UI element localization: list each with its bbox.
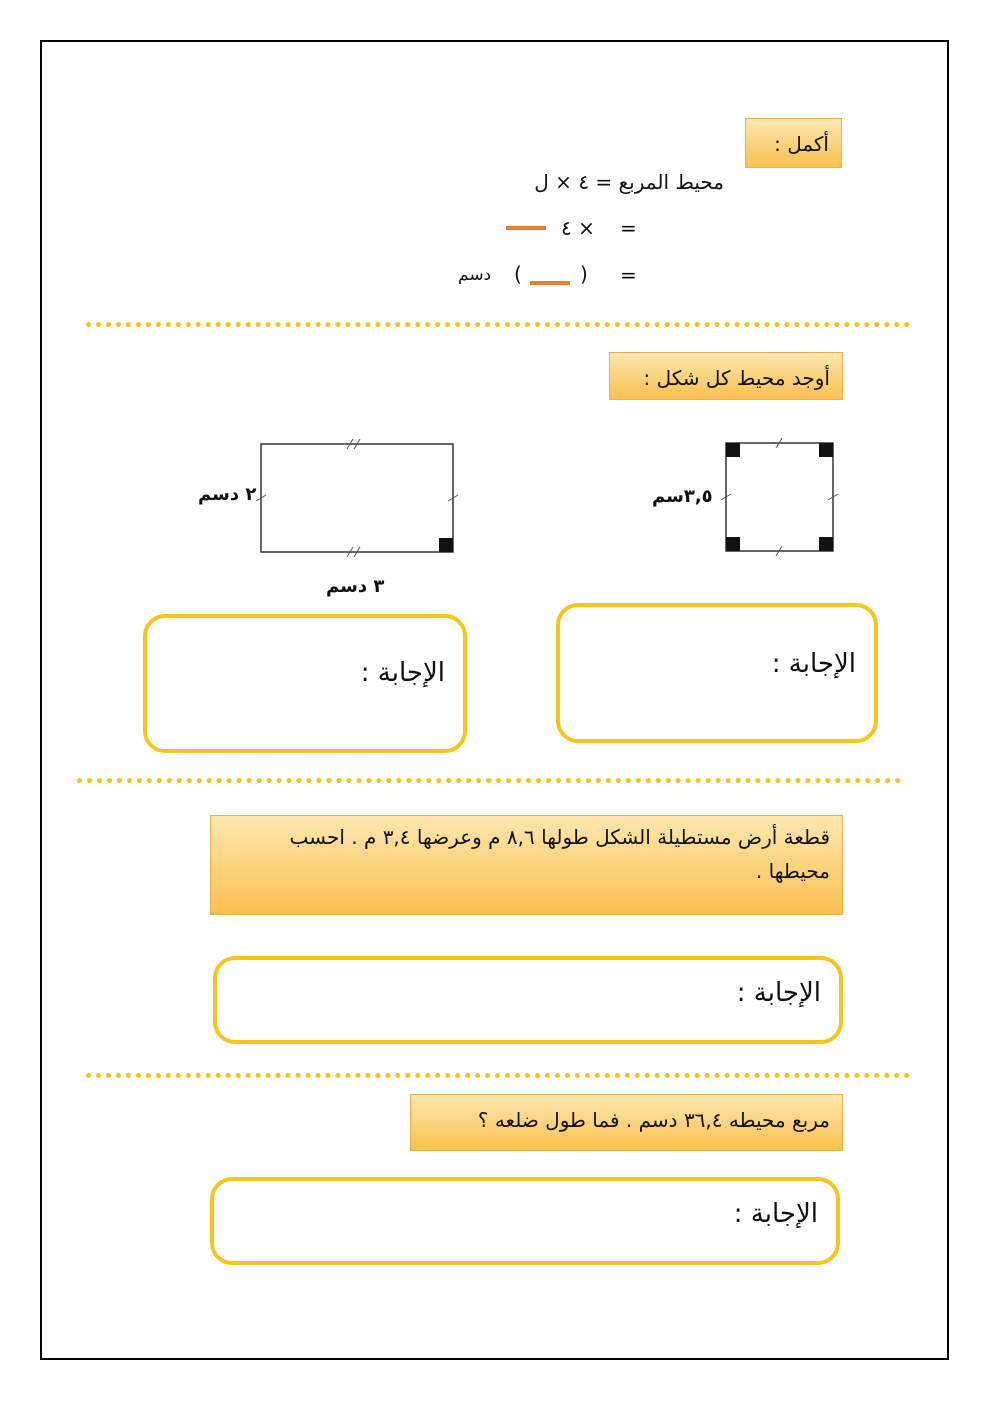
q2-title: أوجد محيط كل شكل :	[609, 352, 843, 400]
q4-question: مربع محيطه ٣٦,٤ دسم . فما طول ضلعه ؟	[410, 1094, 843, 1151]
divider-1	[86, 322, 910, 327]
q2-square-answer-box[interactable]	[556, 603, 878, 743]
rectangle-figure	[240, 430, 480, 570]
rect-width-label: ٢ دسم	[198, 484, 257, 505]
q3-answer-box[interactable]	[213, 956, 843, 1044]
q1-title: أكمل :	[745, 118, 842, 168]
q3-question: قطعة أرض مستطيلة الشكل طولها ٨,٦ م وعرضها ٣,٤ م . احسب محيطها .	[210, 815, 843, 915]
q1-close-paren: )	[514, 262, 522, 286]
square-side-label: ٣,٥سم	[652, 486, 713, 507]
q3-answer-label: الإجابة :	[736, 978, 821, 1008]
q1-blank-2[interactable]	[530, 281, 570, 285]
divider-2	[77, 778, 901, 783]
q1-open-paren: (	[580, 262, 588, 286]
q1-times4: × ٤	[561, 216, 595, 240]
q1-eq-1: =	[620, 216, 637, 240]
square-figure	[715, 432, 845, 562]
q2-square-answer-label: الإجابة :	[771, 649, 856, 679]
q2-rect-answer-label: الإجابة :	[360, 658, 445, 688]
q2-rect-answer-box[interactable]	[143, 614, 467, 753]
q1-formula: محيط المربع = ٤ × ل	[534, 170, 724, 194]
q4-answer-box[interactable]	[210, 1177, 840, 1265]
rect-length-label: ٣ دسم	[326, 576, 385, 597]
q1-blank-1[interactable]	[506, 226, 546, 230]
q1-unit: دسم	[458, 265, 492, 285]
q1-eq-2: =	[620, 263, 637, 287]
q4-answer-label: الإجابة :	[733, 1199, 818, 1229]
divider-3	[86, 1073, 910, 1078]
